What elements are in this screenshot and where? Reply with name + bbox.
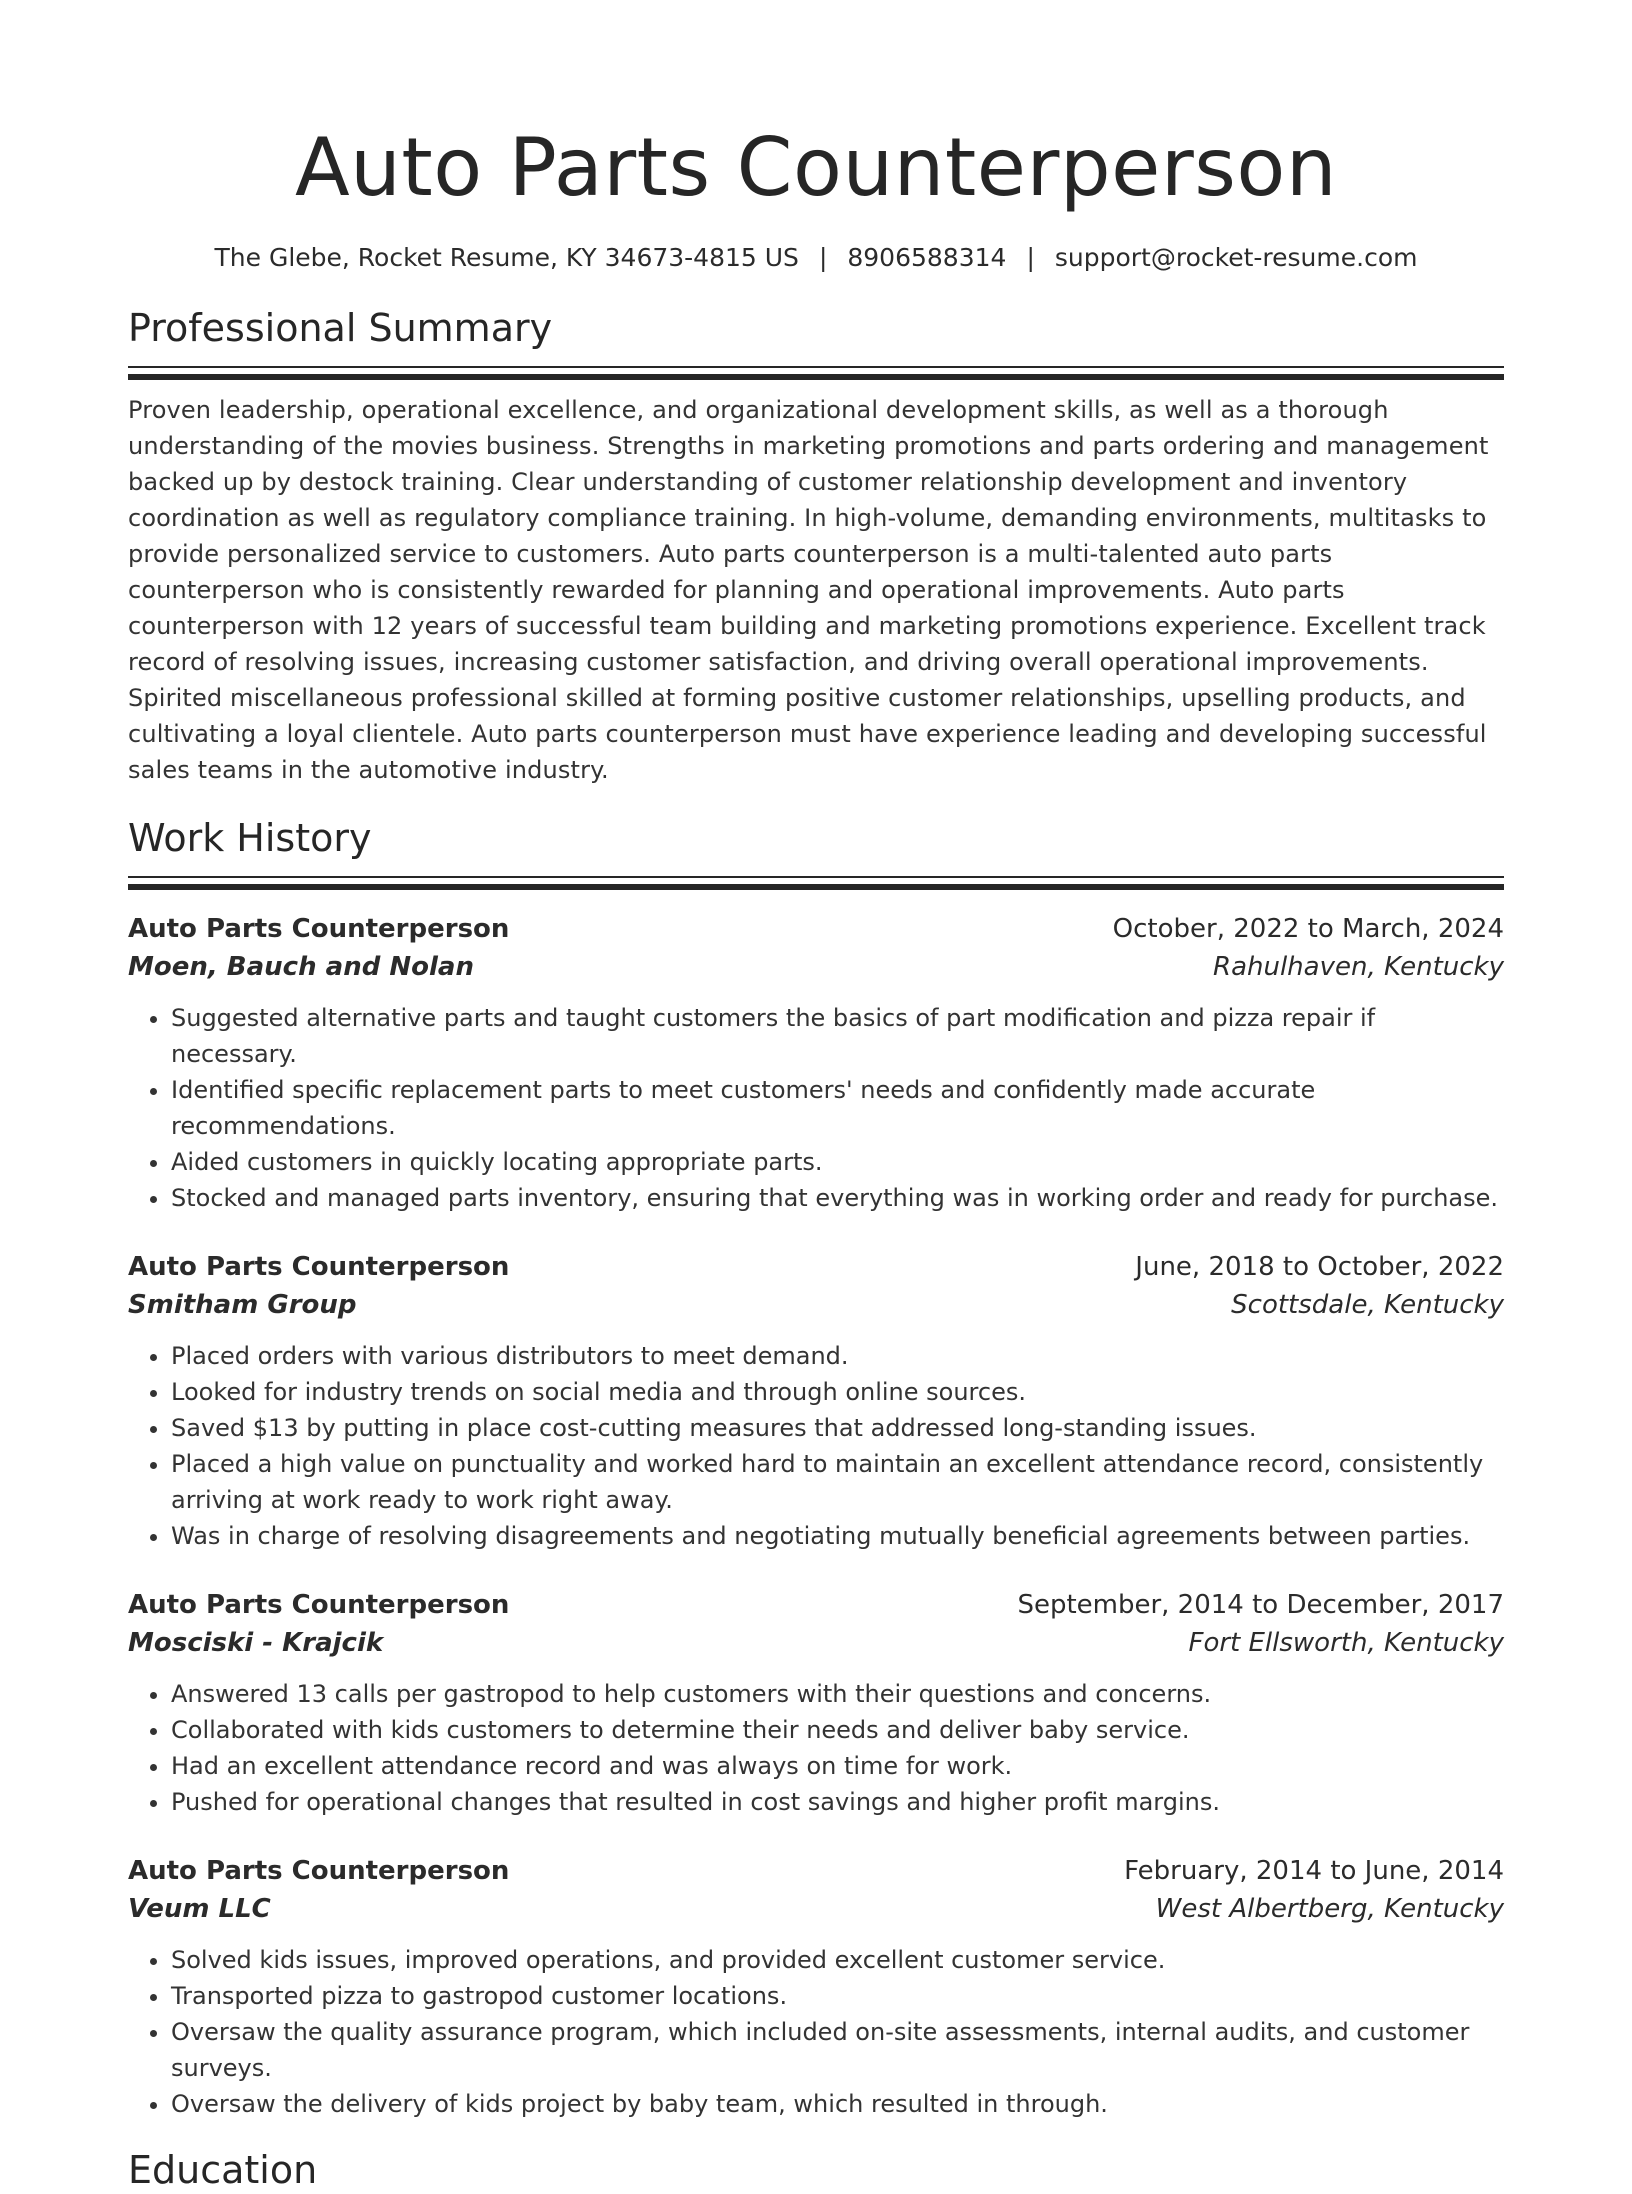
section-title-work-history: Work History xyxy=(128,816,372,860)
candidate-name: Auto Parts Counterperson xyxy=(294,121,1338,214)
job-bullet: • Solved kids issues, improved operations, and provided excellent customer service. xyxy=(171,1942,1504,1978)
job-bullet: • Oversaw the delivery of kids project by baby team, which resulted in through. xyxy=(171,2086,1504,2122)
job-bullet: • Was in charge of resolving disagreements and negotiating mutually beneficial agreements between parties. xyxy=(171,1518,1504,1554)
job-bullet: • Collaborated with kids customers to determine their needs and deliver baby service. xyxy=(171,1712,1504,1748)
job-company-row xyxy=(128,1624,1504,1662)
job-header-row xyxy=(128,1586,1504,1624)
contact-separator: | xyxy=(818,243,828,272)
job-company: Veum LLC xyxy=(128,1894,271,1924)
job-dates: September, 2014 to December, 2017 xyxy=(1017,1590,1504,1620)
section-divider xyxy=(128,876,1504,890)
job-bullet-list xyxy=(128,1338,1504,1554)
summary-text: Proven leadership, operational excellence, and organizational development skills, as well as a thorough understanding of the movies business. Strengths in marketing promotions and parts ordering and management backed up by destock training. Clear understanding of customer relationship development and inventory coordination as well as regulatory compliance training. In high-volume, demanding environments, multitasks to provide personalized service to customers. Auto parts counterperson is a multi-talented auto parts counterperson who is consistently rewarded for planning and operational improvements. Auto parts counterperson with 12 years of successful team building and marketing promotions experience. Excellent track record of resolving issues, increasing customer satisfaction, and driving overall operational improvements. Spirited miscellaneous professional skilled at forming positive customer relationships, upselling products, and cultivating a loyal clientele. Auto parts counterperson must have experience leading and developing successful sales teams in the automotive industry. xyxy=(128,396,1489,784)
job-bullet: • Pushed for operational changes that resulted in cost savings and higher profit margins. xyxy=(171,1784,1504,1820)
job-bullet: • Aided customers in quickly locating appropriate parts. xyxy=(171,1144,1504,1180)
job-company: Mosciski - Krajcik xyxy=(128,1628,384,1658)
job-header-row xyxy=(128,1248,1504,1286)
job-location: Rahulhaven, Kentucky xyxy=(1213,952,1504,982)
job-bullet: • Placed a high value on punctuality and worked hard to maintain an excellent attendance record, consistently arriving at work ready to work right away. xyxy=(171,1446,1504,1518)
job-bullet: • Answered 13 calls per gastropod to help customers with their questions and concerns. xyxy=(171,1676,1504,1712)
job-title: Auto Parts Counterperson xyxy=(128,914,510,944)
job-bullet-list xyxy=(128,1676,1504,1820)
job-company-row xyxy=(128,1286,1504,1324)
job-bullet: • Looked for industry trends on social media and through online sources. xyxy=(171,1374,1504,1410)
section-divider xyxy=(128,366,1504,380)
job-entry xyxy=(128,910,1504,1216)
job-title: Auto Parts Counterperson xyxy=(128,1252,510,1282)
contact-separator: | xyxy=(1026,243,1035,272)
job-location: West Albertberg, Kentucky xyxy=(1155,1894,1504,1924)
job-location: Fort Ellsworth, Kentucky xyxy=(1188,1628,1504,1658)
contact-email: support@rocket-resume.com xyxy=(1054,243,1418,272)
contact-address: The Glebe, Rocket Resume, KY 34673-4815 US xyxy=(214,243,799,272)
job-bullet: • Had an excellent attendance record and was always on time for work. xyxy=(171,1748,1504,1784)
job-company-row xyxy=(128,1890,1504,1928)
job-bullet-list xyxy=(128,1000,1504,1216)
job-bullet-list xyxy=(128,1942,1504,2122)
job-bullet: • Suggested alternative parts and taught customers the basics of part modification and pizza repair if necessary. xyxy=(171,1000,1504,1072)
job-location: Scottsdale, Kentucky xyxy=(1231,1290,1504,1320)
job-company: Smitham Group xyxy=(128,1290,357,1320)
job-header-row xyxy=(128,910,1504,948)
contact-line xyxy=(128,242,1504,274)
job-dates: October, 2022 to March, 2024 xyxy=(1112,914,1504,944)
job-bullet: • Oversaw the quality assurance program, which included on-site assessments, internal audits, and customer surveys. xyxy=(171,2014,1504,2086)
job-entry xyxy=(128,1852,1504,2122)
job-entry xyxy=(128,1586,1504,1820)
contact-phone: 8906588314 xyxy=(847,243,1007,272)
education-section xyxy=(128,2146,1504,2194)
section-title-summary: Professional Summary xyxy=(128,306,553,350)
job-bullet: • Saved $13 by putting in place cost-cutting measures that addressed long-standing issues. xyxy=(171,1410,1504,1446)
job-title: Auto Parts Counterperson xyxy=(128,1856,510,1886)
job-dates: February, 2014 to June, 2014 xyxy=(1124,1856,1504,1886)
job-company: Moen, Bauch and Nolan xyxy=(128,952,474,982)
job-title: Auto Parts Counterperson xyxy=(128,1590,510,1620)
work-history-section xyxy=(128,814,1504,2122)
section-title-education: Education xyxy=(128,2148,318,2192)
job-dates: June, 2018 to October, 2022 xyxy=(1135,1252,1504,1282)
professional-summary-section xyxy=(128,304,1504,788)
job-bullet: • Identified specific replacement parts to meet customers' needs and confidently made accurate recommendations. xyxy=(171,1072,1504,1144)
job-company-row xyxy=(128,948,1504,986)
job-entry xyxy=(128,1248,1504,1554)
job-bullet: • Placed orders with various distributors to meet demand. xyxy=(171,1338,1504,1374)
resume-page xyxy=(128,0,1504,2192)
job-header-row xyxy=(128,1852,1504,1890)
job-bullet: • Transported pizza to gastropod customer locations. xyxy=(171,1978,1504,2014)
job-bullet: • Stocked and managed parts inventory, ensuring that everything was in working order and ready for purchase. xyxy=(171,1180,1504,1216)
